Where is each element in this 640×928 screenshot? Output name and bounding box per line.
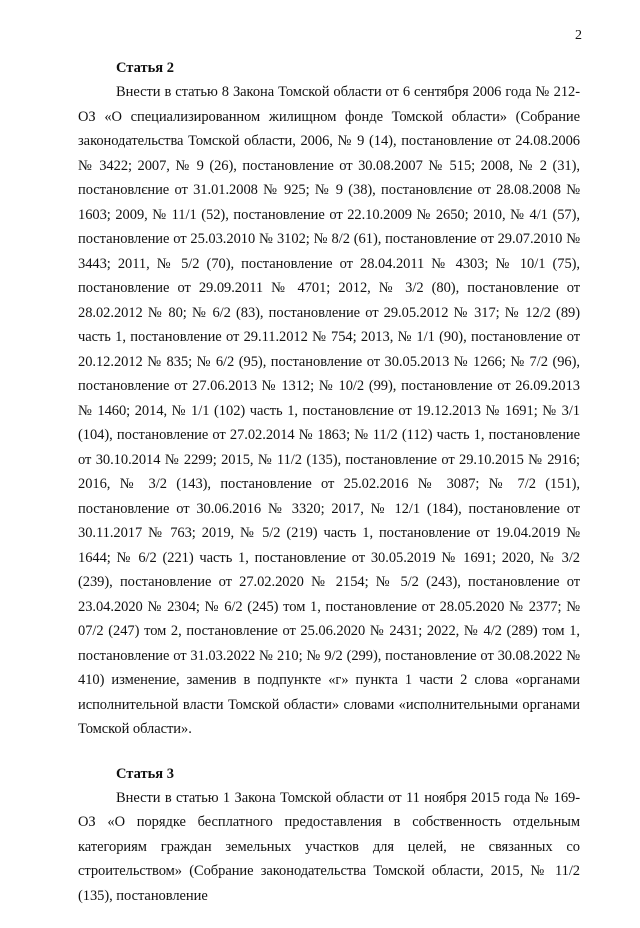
document-content — [78, 56, 580, 928]
article-body: Внести в статью 8 Закона Томской области от 6 сентября 2006 года № 212-ОЗ «О специализированном жилищном фонде Томской области» (Собрание законодательства Томской области, 2006, № 9 (14), постановление от 24.08.2006 № 3422; 2007, № 9 (26), постановление от 30.08.2007 № 515; 2008, № 2 (31), постановлєние от 31.01.2008 № 925; № 9 (38), постановлєние от 28.08.2008 № 1603; 2009, № 11/1 (52), постановление от 22.10.2009 № 2650; 2010, № 4/1 (57), постановление от 25.03.2010 № 3102; № 8/2 (61), постановление от 29.07.2010 № 3443; 2011, № 5/2 (70), постановление от 28.04.2011 № 4303; № 10/1 (75), постановление от 29.09.2011 № 4701; 2012, № 3/2 (80), постановление от 28.02.2012 № 80; № 6/2 (83), постановление от 29.05.2012 № 317; № 12/2 (89) часть 1, постановление от 29.11.2012 № 754; 2013, № 1/1 (90), постановление от 20.12.2012 № 835; № 6/2 (95), постановление от 30.05.2013 № 1266; № 7/2 (96), постановление от 27.06.2013 № 1312; № 10/2 (99), постановление от 26.09.2013 № 1460; 2014, № 1/1 (102) часть 1, постановлєние от 19.12.2013 № 1691; № 3/1 (104), постановление от 27.02.2014 № 1863; № 11/2 (112) часть 1, постановление от 30.10.2014 № 2299; 2015, № 11/2 (135), постановление от 29.10.2015 № 2916; 2016, № 3/2 (143), постановление от 25.02.2016 № 3087; № 7/2 (151), постановление от 30.06.2016 № 3320; 2017, № 12/1 (184), постановление от 30.11.2017 № 763; 2019, № 5/2 (219) часть 1, постановление от 19.04.2019 № 1644; № 6/2 (221) часть 1, постановление от 30.05.2019 № 1691; 2020, № 3/2 (239), постановление от 27.02.2020 № 2154; № 5/2 (243), постановление от 23.04.2020 № 2304; № 6/2 (245) том 1, постановление от 28.05.2020 № 2377; № 07/2 (247) том 2, постановление от 25.06.2020 № 2431; 2022, № 4/2 (289) том 1, постановление от 31.03.2022 № 210; № 9/2 (299), постановление от 30.08.2022 № 410) изменение, заменив в подпункте «г» пункта 1 части 2 слова «органами исполнительной власти Томской области» словами «исполнительными органами Томской области». — [78, 84, 580, 737]
article-heading: Статья 2 — [116, 60, 174, 76]
article-heading: Статья 3 — [116, 765, 174, 782]
article-2 — [78, 56, 580, 742]
page-number: 2 — [575, 28, 582, 43]
article-body: Внести в статью 1 Закона Томской области от 11 ноября 2015 года № 169-ОЗ «О порядке бесплатного предоставления в собственность отдельным категориям граждан земельных участков для целей, не связанных со строительством» (Собрание законодательства Томской области, 2015, № 11/2 (135), постановление — [78, 789, 580, 904]
article-3 — [78, 762, 580, 909]
